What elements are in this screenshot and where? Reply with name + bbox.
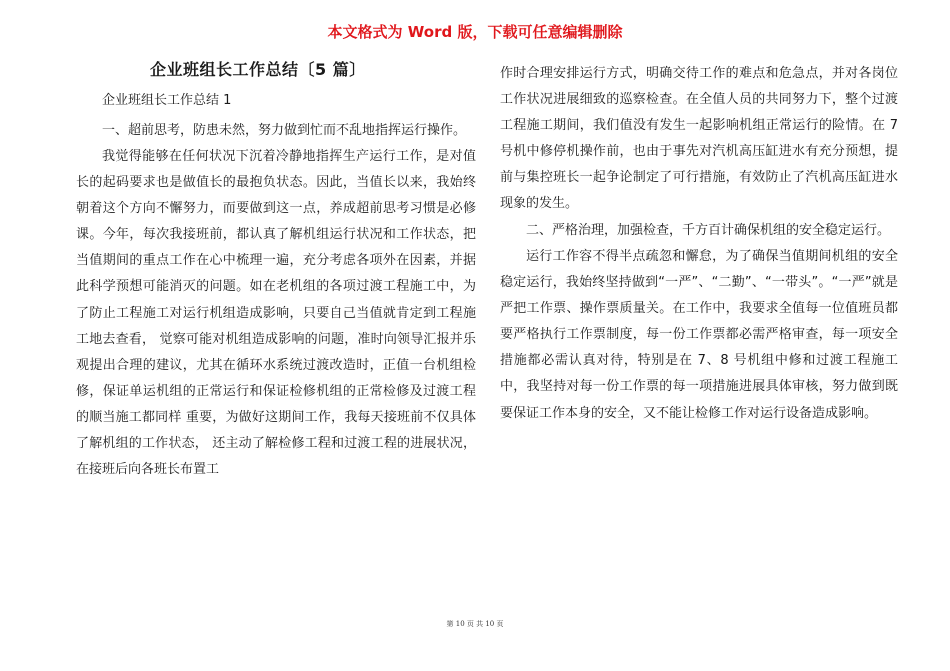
section-heading-2: 二、严格治理，加强检查，千方百计确保机组的安全稳定运行。 bbox=[526, 223, 891, 238]
body-paragraph: 运行工作容不得半点疏忽和懈怠，为了确保当值期间机组的安全稳定运行，我始终坚持做到“一严”、“二勤”、“一带头”。“一严”就是严把工作票、操作票质量关。在工作中，我要求全值每一位值班员都要严格执行工作票制度，每一份工作票都必需严格审查，每一项安全措施都必需认真对待，特别是在 7、8 号机组中修和过渡工程施工中，我坚持对每一份工作票的每一项措施进展具体审核，努力做到既要保证工作本身的安全，又不能让检修工作对运行设备造成影响。 bbox=[500, 249, 898, 421]
document-subtitle: 企业班组长工作总结 1 bbox=[102, 93, 232, 108]
body-paragraph: 我觉得能够在任何状况下沉着冷静地指挥生产运行工作，是对值长的起码要求也是做值长的最抱负状态。因此，当值长以来，我始终朝着这个方向不懈努力，而要做到这一点，养成超前思考习惯是必修课。今年，每次我接班前，都认真了解机组运行状况和工作状态，把当值期间的重点工作在心中梳理一遍，充分考虑各项外在因素，并据此科学预想可能消灭的问题。如在老机组的各项过渡工程施工中，为了防止工程施工对运行机组造成影响，只要自己当值就肯定到工程施工地去查看， 觉察可能对机组造成影响的问题，准时向领导汇报并乐观提出合理的建议，尤其在循环水系统过渡改造时，正值一台机组检修，保证单运机组的正常运行和保证检修机组的正常检修及过渡工程的顺当施工都同样 重要，为做好这期间工作，我每天接班前不仅具体了解机组的工作状态， 还主动了解检修工程和过渡工程的进展状况，在接班后向各班长布置工 bbox=[76, 149, 476, 478]
section-heading-1: 一、超前思考，防患未然，努力做到忙而不乱地指挥运行操作。 bbox=[102, 123, 467, 138]
body-paragraph-continued: 作时合理安排运行方式，明确交待工作的难点和危急点，并对各岗位工作状况进展细致的巡察检查。在全值人员的共同努力下，整个过渡工程施工期间，我们值没有发生一起影响机组正常运行的险情。在 7 号机中修停机操作前，也由于事先对汽机高压缸进水有充分预想，提前与集控班长一起争论制定了可行措施，有效防止了汽机高压缸进水现象的发生。 bbox=[500, 66, 898, 212]
page-number: 第 10 页 共 10 页 bbox=[446, 620, 504, 628]
format-notice-banner: 本文格式为 Word 版，下载可任意编辑删除 bbox=[327, 23, 623, 41]
document-title: 企业班组长工作总结〔5 篇〕 bbox=[150, 60, 366, 79]
